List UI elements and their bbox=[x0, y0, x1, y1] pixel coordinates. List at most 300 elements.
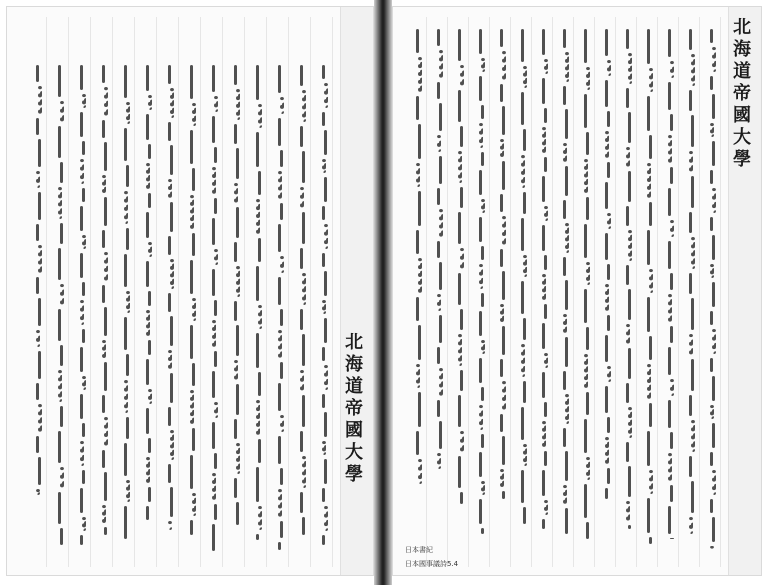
handwriting-stroke bbox=[437, 241, 440, 258]
handwriting-stroke bbox=[168, 407, 171, 426]
handwriting-stroke bbox=[126, 354, 129, 376]
handwriting-stroke bbox=[416, 163, 420, 187]
handwriting-stroke bbox=[710, 358, 713, 372]
handwriting-stroke bbox=[649, 470, 653, 494]
handwriting-stroke bbox=[544, 108, 547, 123]
handwriting-stroke bbox=[521, 407, 524, 440]
handwriting-stroke bbox=[670, 326, 673, 343]
handwriting-stroke bbox=[258, 104, 262, 128]
handwriting-stroke bbox=[302, 456, 306, 488]
handwriting-stroke bbox=[148, 487, 151, 502]
handwriting-stroke bbox=[460, 492, 463, 504]
handwriting-stroke bbox=[710, 452, 713, 466]
handwriting-stroke bbox=[168, 464, 171, 483]
handwriting-stroke bbox=[170, 430, 174, 460]
column-ruling bbox=[720, 17, 721, 567]
handwriting-stroke bbox=[418, 325, 421, 360]
handwriting-stroke bbox=[418, 392, 421, 427]
handwriting-stroke bbox=[80, 488, 83, 513]
handwriting-stroke bbox=[668, 506, 671, 534]
handwriting-stroke bbox=[605, 131, 609, 158]
handwriting-stroke bbox=[710, 217, 713, 231]
handwriting-stroke bbox=[146, 457, 150, 483]
handwriting-stroke bbox=[80, 159, 84, 184]
handwriting-stroke bbox=[278, 489, 282, 517]
handwriting-stroke bbox=[322, 159, 326, 173]
handwriting-stroke bbox=[214, 198, 217, 214]
stamp-right-char: 大 bbox=[733, 127, 751, 148]
handwriting-stroke bbox=[563, 371, 566, 390]
handwriting-stroke bbox=[710, 499, 713, 513]
handwriting-stroke bbox=[124, 443, 127, 476]
handwriting-stroke bbox=[212, 473, 216, 500]
handwriting-stroke bbox=[278, 65, 281, 93]
handwriting-stroke bbox=[280, 97, 284, 114]
library-stamp-left bbox=[341, 7, 367, 576]
column-ruling bbox=[531, 17, 532, 567]
handwriting-stroke bbox=[148, 291, 151, 306]
handwriting-stroke bbox=[190, 390, 194, 424]
handwriting-stroke bbox=[584, 224, 587, 258]
handwriting-stroke bbox=[278, 277, 281, 305]
handwriting-stroke bbox=[124, 65, 127, 98]
handwriting-stroke bbox=[439, 209, 443, 237]
handwriting-stroke bbox=[502, 436, 505, 465]
handwriting-stroke bbox=[502, 216, 506, 245]
handwriting-stroke bbox=[670, 273, 673, 290]
handwriting-stroke bbox=[500, 29, 503, 47]
handwriting-stroke bbox=[36, 277, 39, 294]
handwriting-stroke bbox=[647, 364, 651, 399]
handwriting-stroke bbox=[521, 218, 524, 251]
handwriting-stroke bbox=[146, 506, 149, 520]
handwriting-stroke bbox=[38, 351, 41, 379]
handwriting-stroke bbox=[605, 386, 608, 413]
handwriting-stroke bbox=[584, 94, 587, 128]
handwriting-stroke bbox=[460, 126, 463, 147]
handwriting-stroke bbox=[258, 238, 261, 262]
handwriting-stroke bbox=[712, 141, 715, 166]
handwriting-stroke bbox=[542, 274, 546, 300]
handwriting-stroke bbox=[437, 188, 440, 205]
handwriting-stroke bbox=[607, 315, 610, 331]
handwriting-stroke bbox=[302, 151, 305, 183]
handwriting-stroke bbox=[710, 170, 713, 184]
handwriting-stroke bbox=[628, 112, 631, 143]
handwriting-stroke bbox=[479, 264, 483, 289]
handwriting-stroke bbox=[649, 537, 652, 544]
handwriting-stroke bbox=[36, 65, 39, 82]
handwriting-stroke bbox=[190, 325, 193, 359]
handwriting-stroke bbox=[649, 135, 652, 159]
handwriting-stroke bbox=[565, 280, 568, 310]
handwriting-stroke bbox=[38, 245, 42, 273]
handwriting-stroke bbox=[60, 467, 64, 488]
handwriting-stroke bbox=[565, 109, 568, 139]
handwriting-stroke bbox=[300, 126, 303, 147]
handwriting-stroke bbox=[256, 65, 259, 100]
handwriting-stroke bbox=[544, 304, 547, 319]
handwriting-stroke bbox=[712, 517, 715, 542]
handwriting-stroke bbox=[258, 372, 261, 396]
handwriting-stroke bbox=[670, 61, 674, 78]
handwriting-stroke bbox=[258, 506, 262, 530]
handwriting-stroke bbox=[148, 438, 151, 453]
handwriting-stroke bbox=[126, 165, 129, 187]
handwriting-stroke bbox=[322, 441, 326, 455]
handwriting-stroke bbox=[236, 266, 240, 297]
handwriting-stroke bbox=[712, 423, 715, 448]
column-ruling bbox=[178, 17, 179, 567]
column-ruling bbox=[510, 17, 511, 567]
handwriting-stroke bbox=[668, 400, 671, 428]
handwriting-stroke bbox=[192, 103, 196, 126]
handwriting-stroke bbox=[691, 481, 694, 513]
handwriting-stroke bbox=[280, 203, 283, 220]
column-ruling bbox=[134, 17, 135, 567]
book-gutter bbox=[374, 0, 392, 585]
handwriting-stroke bbox=[104, 142, 107, 171]
handwriting-stroke bbox=[626, 88, 629, 108]
handwriting-stroke bbox=[418, 124, 421, 159]
handwriting-stroke bbox=[710, 405, 714, 419]
handwriting-stroke bbox=[605, 233, 608, 260]
handwriting-stroke bbox=[148, 144, 151, 159]
handwriting-stroke bbox=[58, 248, 61, 280]
column-ruling bbox=[310, 17, 311, 567]
column-ruling bbox=[222, 17, 223, 567]
handwriting-stroke bbox=[324, 177, 327, 202]
handwriting-stroke bbox=[542, 519, 545, 529]
handwriting-stroke bbox=[605, 29, 608, 56]
handwriting-stroke bbox=[500, 304, 504, 322]
handwriting-stroke bbox=[104, 197, 107, 226]
handwriting-stroke bbox=[437, 294, 441, 311]
handwriting-stroke bbox=[521, 281, 524, 314]
handwriting-stroke bbox=[124, 128, 127, 161]
handwriting-stroke bbox=[80, 441, 84, 466]
handwriting-stroke bbox=[58, 431, 61, 463]
handwriting-stroke bbox=[190, 455, 193, 489]
handwriting-stroke bbox=[300, 431, 303, 452]
handwriting-stroke bbox=[322, 65, 325, 79]
handwriting-stroke bbox=[256, 534, 259, 540]
handwriting-stroke bbox=[324, 224, 328, 249]
handwriting-stroke bbox=[523, 255, 527, 277]
handwriting-stroke bbox=[689, 334, 693, 355]
handwriting-stroke bbox=[628, 171, 631, 202]
stamp-left-char: 道 bbox=[345, 376, 363, 397]
handwriting-stroke bbox=[544, 451, 547, 466]
handwriting-stroke bbox=[278, 118, 281, 146]
handwriting-stroke bbox=[691, 115, 694, 147]
handwriting-stroke bbox=[626, 442, 629, 462]
handwriting-stroke bbox=[104, 362, 107, 391]
handwriting-stroke bbox=[278, 436, 281, 464]
stamp-left-char: 學 bbox=[345, 464, 363, 485]
handwriting-stroke bbox=[212, 116, 215, 143]
handwriting-stroke bbox=[500, 139, 504, 157]
right-page bbox=[392, 6, 762, 576]
handwriting-stroke bbox=[523, 318, 526, 340]
handwriting-stroke bbox=[458, 151, 462, 183]
handwriting-stroke bbox=[670, 432, 673, 449]
column-ruling bbox=[615, 17, 616, 567]
handwriting-stroke bbox=[628, 407, 632, 438]
handwriting-stroke bbox=[668, 241, 671, 269]
handwriting-stroke bbox=[712, 235, 715, 260]
handwriting-stroke bbox=[58, 126, 61, 158]
column-ruling bbox=[678, 17, 679, 567]
handwriting-stroke bbox=[458, 273, 461, 305]
handwriting-stroke bbox=[607, 111, 610, 127]
handwriting-stroke bbox=[416, 96, 419, 120]
handwriting-stroke bbox=[586, 67, 590, 90]
handwriting-stroke bbox=[481, 152, 484, 166]
handwriting-stroke bbox=[521, 29, 524, 62]
handwriting-stroke bbox=[58, 187, 62, 219]
handwriting-stroke bbox=[670, 114, 673, 131]
handwriting-stroke bbox=[628, 289, 631, 320]
handwriting-stroke bbox=[104, 87, 108, 116]
handwriting-stroke bbox=[647, 96, 650, 131]
handwriting-stroke bbox=[479, 405, 483, 430]
handwriting-stroke bbox=[38, 457, 41, 485]
handwriting-stroke bbox=[148, 193, 151, 208]
handwriting-stroke bbox=[502, 381, 506, 410]
handwriting-stroke bbox=[584, 484, 587, 518]
handwriting-stroke bbox=[542, 421, 546, 447]
handwriting-stroke bbox=[58, 65, 61, 97]
handwriting-stroke bbox=[479, 170, 482, 195]
column-ruling bbox=[244, 17, 245, 567]
handwriting-stroke bbox=[437, 347, 440, 364]
handwriting-stroke bbox=[280, 309, 283, 326]
handwriting-stroke bbox=[649, 336, 652, 360]
handwriting-stroke bbox=[234, 478, 237, 498]
handwriting-stroke bbox=[544, 353, 548, 368]
handwriting-stroke bbox=[418, 191, 421, 226]
handwriting-stroke bbox=[479, 76, 482, 101]
handwriting-stroke bbox=[458, 456, 461, 488]
handwriting-stroke bbox=[236, 148, 239, 179]
handwriting-stroke bbox=[82, 282, 85, 296]
handwriting-stroke bbox=[481, 340, 485, 354]
handwriting-stroke bbox=[190, 260, 193, 294]
handwriting-stroke bbox=[148, 340, 151, 355]
handwriting-stroke bbox=[124, 380, 128, 413]
handwriting-stroke bbox=[439, 421, 442, 449]
handwriting-stroke bbox=[214, 300, 217, 316]
stamp-left-char: 北 bbox=[345, 332, 363, 353]
handwriting-stroke bbox=[670, 167, 673, 184]
handwriting-stroke bbox=[60, 406, 63, 427]
handwriting-stroke bbox=[607, 213, 611, 229]
handwriting-stroke bbox=[689, 273, 692, 294]
handwriting-stroke bbox=[544, 402, 547, 417]
handwriting-stroke bbox=[565, 451, 568, 481]
handwriting-stroke bbox=[689, 395, 692, 416]
handwriting-stroke bbox=[458, 29, 461, 61]
handwriting-stroke bbox=[192, 168, 195, 191]
handwriting-stroke bbox=[712, 329, 716, 354]
handwriting-stroke bbox=[170, 259, 174, 289]
handwriting-stroke bbox=[458, 395, 461, 427]
handwriting-stroke bbox=[236, 89, 240, 120]
column-ruling bbox=[156, 17, 157, 567]
handwriting-stroke bbox=[437, 135, 441, 152]
handwriting-stroke bbox=[500, 414, 503, 432]
handwriting-stroke bbox=[58, 370, 62, 402]
handwriting-stroke bbox=[82, 141, 85, 155]
handwriting-stroke bbox=[523, 66, 527, 88]
handwriting-stroke bbox=[102, 175, 106, 193]
handwriting-stroke bbox=[80, 347, 83, 372]
handwriting-stroke bbox=[82, 517, 86, 531]
handwriting-stroke bbox=[148, 242, 152, 257]
handwriting-stroke bbox=[300, 248, 303, 269]
column-ruling bbox=[489, 17, 490, 567]
handwriting-stroke bbox=[124, 317, 127, 350]
handwriting-stroke bbox=[689, 456, 692, 477]
handwriting-stroke bbox=[607, 366, 611, 382]
handwriting-stroke bbox=[586, 132, 589, 155]
handwriting-stroke bbox=[418, 57, 422, 92]
handwriting-stroke bbox=[102, 120, 105, 138]
handwriting-stroke bbox=[584, 419, 587, 453]
handwriting-stroke bbox=[586, 197, 589, 220]
handwriting-stroke bbox=[322, 300, 326, 314]
handwriting-stroke bbox=[280, 150, 283, 167]
handwriting-stroke bbox=[146, 65, 149, 91]
handwriting-stroke bbox=[670, 485, 673, 502]
column-ruling bbox=[332, 17, 333, 567]
handwriting-stroke bbox=[712, 282, 715, 307]
handwriting-stroke bbox=[322, 394, 325, 408]
handwriting-stroke bbox=[36, 330, 40, 347]
handwriting-stroke bbox=[212, 269, 215, 296]
footer-label: 日本國事議詩5.4 bbox=[405, 560, 459, 568]
handwriting-stroke bbox=[38, 192, 41, 220]
handwriting-stroke bbox=[563, 29, 566, 48]
handwriting-stroke bbox=[280, 256, 284, 273]
handwriting-stroke bbox=[102, 505, 106, 523]
column-ruling bbox=[46, 17, 47, 567]
handwriting-stroke bbox=[586, 457, 590, 480]
handwriting-stroke bbox=[324, 83, 328, 108]
column-ruling bbox=[266, 17, 267, 567]
handwriting-stroke bbox=[146, 310, 150, 336]
handwriting-stroke bbox=[170, 88, 174, 118]
handwriting-stroke bbox=[148, 95, 152, 110]
handwriting-stroke bbox=[82, 94, 86, 108]
handwriting-stroke bbox=[278, 330, 282, 358]
handwriting-stroke bbox=[437, 29, 440, 46]
handwriting-stroke bbox=[126, 480, 130, 502]
handwriting-stroke bbox=[479, 311, 482, 336]
handwriting-stroke bbox=[521, 344, 525, 377]
handwriting-stroke bbox=[691, 237, 695, 269]
handwriting-stroke bbox=[80, 300, 84, 325]
handwriting-stroke bbox=[668, 82, 671, 110]
handwriting-stroke bbox=[212, 320, 216, 347]
handwriting-stroke bbox=[82, 235, 86, 249]
handwriting-stroke bbox=[58, 309, 61, 341]
handwriting-stroke bbox=[584, 159, 588, 193]
handwriting-stroke bbox=[521, 470, 524, 503]
handwriting-stroke bbox=[324, 271, 327, 296]
handwriting-stroke bbox=[302, 517, 305, 535]
handwriting-stroke bbox=[322, 347, 325, 361]
handwriting-stroke bbox=[500, 359, 503, 377]
handwriting-stroke bbox=[712, 188, 716, 213]
column-ruling bbox=[573, 17, 574, 567]
handwriting-stroke bbox=[626, 147, 630, 167]
handwriting-stroke bbox=[234, 419, 237, 439]
handwriting-stroke bbox=[668, 188, 671, 216]
column-ruling bbox=[288, 17, 289, 567]
handwriting-stroke bbox=[278, 542, 281, 550]
handwriting-stroke bbox=[236, 384, 239, 415]
handwriting-stroke bbox=[278, 383, 281, 411]
stamp-right-char: 北 bbox=[733, 17, 751, 38]
column-ruling bbox=[657, 17, 658, 567]
handwriting-stroke bbox=[563, 86, 566, 105]
handwriting-stroke bbox=[214, 453, 217, 469]
handwriting-stroke bbox=[542, 29, 545, 55]
handwriting-stroke bbox=[278, 171, 282, 199]
handwriting-stroke bbox=[322, 488, 325, 502]
handwriting-stroke bbox=[689, 90, 692, 111]
handwriting-stroke bbox=[712, 94, 715, 119]
handwriting-stroke bbox=[439, 262, 442, 290]
handwriting-stroke bbox=[502, 271, 505, 300]
handwriting-stroke bbox=[542, 470, 545, 496]
handwriting-stroke bbox=[190, 130, 193, 164]
handwriting-stroke bbox=[168, 122, 171, 141]
handwriting-stroke bbox=[36, 489, 40, 495]
stamp-right-char: 道 bbox=[733, 61, 751, 82]
handwriting-stroke bbox=[691, 420, 695, 452]
handwriting-stroke bbox=[146, 212, 149, 238]
handwriting-stroke bbox=[460, 309, 463, 330]
handwriting-stroke bbox=[481, 528, 484, 534]
handwriting-stroke bbox=[647, 498, 650, 533]
handwriting-stroke bbox=[563, 257, 566, 276]
handwriting-stroke bbox=[124, 506, 127, 539]
handwriting-stroke bbox=[607, 264, 610, 280]
handwriting-stroke bbox=[170, 316, 173, 346]
handwriting-stroke bbox=[214, 96, 218, 112]
handwriting-stroke bbox=[280, 521, 283, 538]
handwriting-stroke bbox=[80, 253, 83, 278]
handwriting-stroke bbox=[168, 236, 171, 255]
column-ruling bbox=[468, 17, 469, 567]
stamp-left-char: 帝 bbox=[345, 398, 363, 419]
column-ruling bbox=[699, 17, 700, 567]
handwriting-stroke bbox=[168, 293, 171, 312]
handwriting-stroke bbox=[542, 323, 545, 349]
handwriting-stroke bbox=[523, 507, 526, 524]
handwriting-stroke bbox=[542, 372, 545, 398]
handwriting-stroke bbox=[565, 223, 569, 253]
handwriting-stroke bbox=[300, 309, 303, 330]
handwriting-stroke bbox=[300, 370, 304, 391]
handwriting-stroke bbox=[565, 337, 568, 367]
handwriting-stroke bbox=[322, 253, 325, 267]
handwriting-stroke bbox=[82, 470, 85, 484]
handwriting-stroke bbox=[212, 167, 216, 194]
